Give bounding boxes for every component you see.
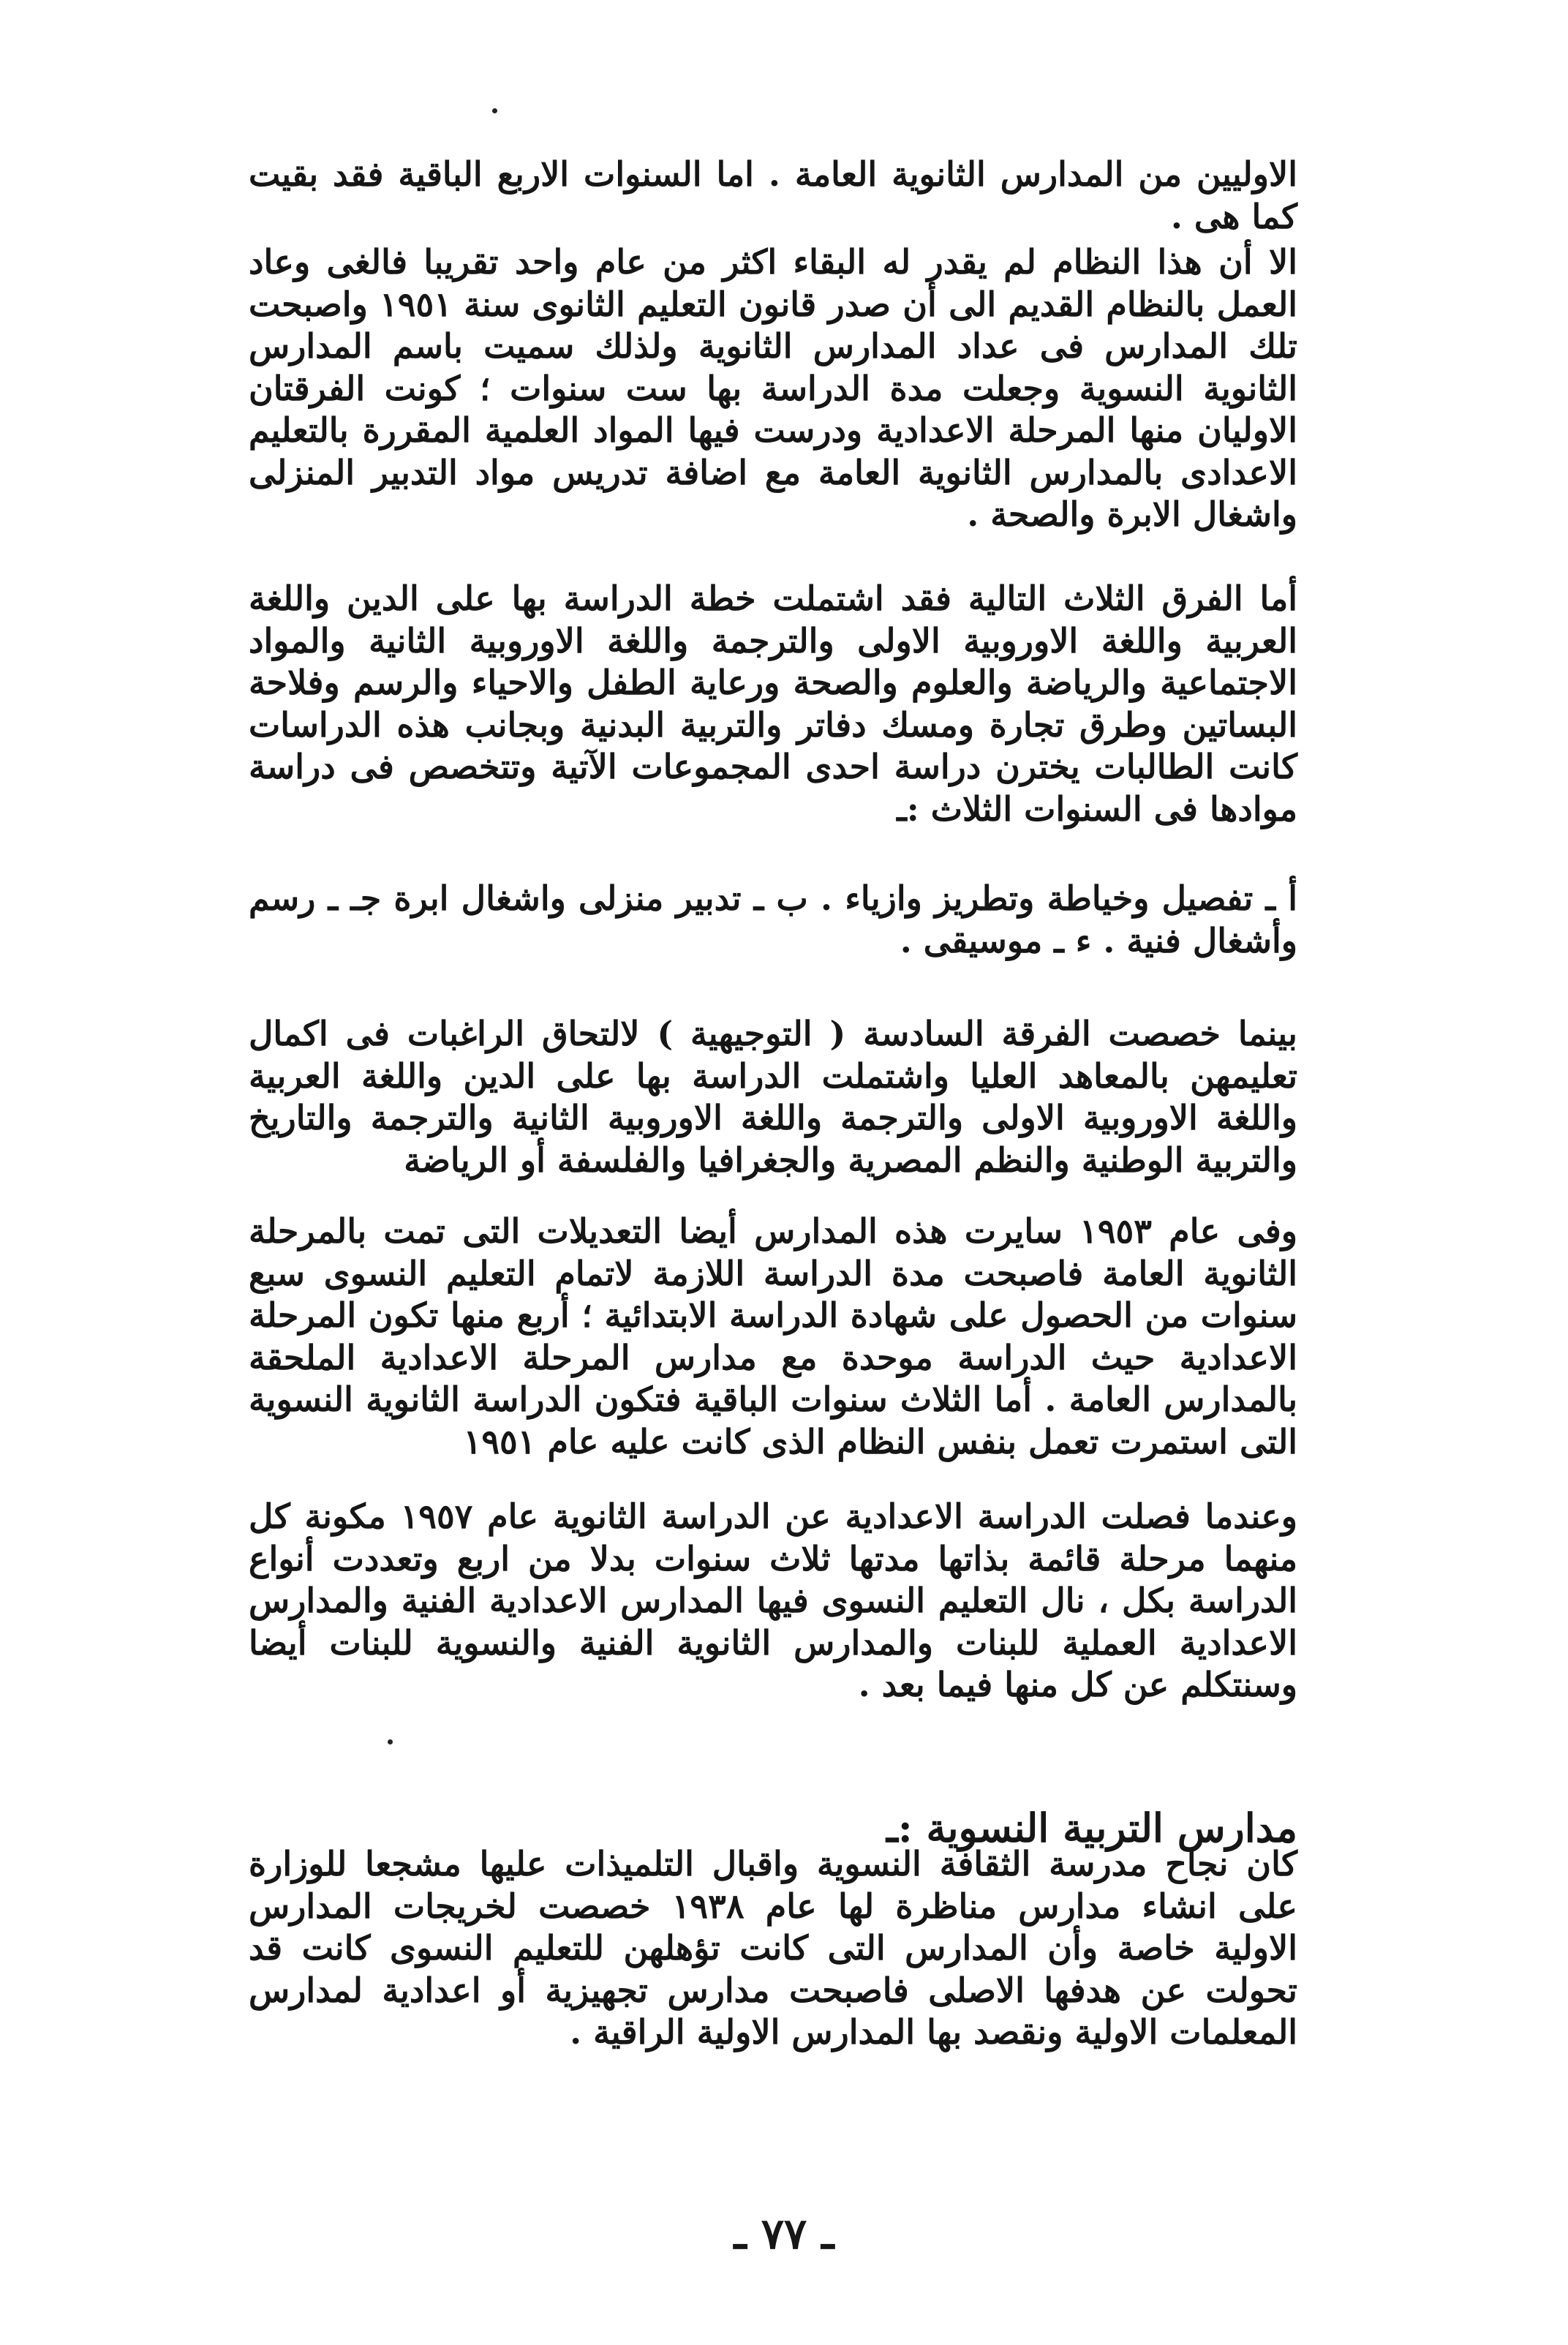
section-heading: مدارس التربية النسوية :ـ [886,1804,1297,1851]
paragraph-6: وفى عام ١٩٥٣ سايرت هذه المدارس أيضا التعديلات التى تمت بالمرحلة الثانوية العامة فاصبحت مدة الدراسة اللازمة لاتمام التعليم النسوى سبع سنوات من الحصول على شهادة الدراسة الابتدائية ؛ أربع منها تكون المرحلة الاعدادية حيث الدراسة موحدة مع مدارس المرحلة الاعدادية الملحقة بالمدارس العامة . أما الثلاث سنوات الباقية فتكون الدراسة الثانوية النسوية التى استمرت تعمل بنفس النظام الذى كانت عليه عام ١٩٥١ [249,1211,1297,1461]
scan-speck [388,1739,393,1744]
paragraph-8: كان نجاح مدرسة الثقافة النسوية واقبال التلميذات عليها مشجعا للوزارة على انشاء مدارس مناظرة لها عام ١٩٣٨ خصصت لخريجات المدارس الاولية خاصة وأن المدارس التى كانت تؤهلهن للتعليم النسوى كانت قد تحولت عن هدفها الاصلى فاصبحت مدارس تجهيزية أو اعدادية لمدارس المعلمات الاولية ونقصد بها المدارس الاولية الراقية . [249,1844,1297,2052]
paragraph-2: الا أن هذا النظام لم يقدر له البقاء اكثر من عام واحد تقريبا فالغى وعاد العمل بالنظام القديم الى أن صدر قانون التعليم الثانوى سنة ١٩٥١ واصبحت تلك المدارس فى عداد المدارس الثانوية ولذلك سميت باسم المدارس الثانوية النسوية وجعلت مدة الدراسة بها ست سنوات ؛ كونت الفرقتان الاوليان منها المرحلة الاعدادية ودرست فيها المواد العلمية المقررة بالتعليم الاعدادى بالمدارس الثانوية العامة مع اضافة تدريس مواد التدبير المنزلى واشغال الابرة والصحة . [249,242,1297,534]
paragraph-7: وعندما فصلت الدراسة الاعدادية عن الدراسة الثانوية عام ١٩٥٧ مكونة كل منهما مرحلة قائمة بذاتها مدتها ثلاث سنوات بدلا من اربع وتعددت أنواع الدراسة بكل ، نال التعليم النسوى فيها المدارس الاعدادية الفنية والمدارس الاعدادية العملية للبنات والمدارس الثانوية الفنية والنسوية للبنات أيضا وسنتكلم عن كل منها فيما بعد . [249,1497,1297,1704]
paragraph-1: الاوليين من المدارس الثانوية العامة . اما السنوات الاربع الباقية فقد بقيت كما هى . [249,154,1297,236]
paragraph-3: أما الفرق الثلاث التالية فقد اشتملت خطة الدراسة بها على الدين واللغة العربية واللغة الاوروبية الاولى والترجمة واللغة الاوروبية الثانية والمواد الاجتماعية والرياضة والعلوم والصحة ورعاية الطفل والاحياء والرسم وفلاحة البساتين وطرق تجارة ومسك دفاتر والتربية البدنية وبجانب هذه الدراسات كانت الطالبات يخترن دراسة احدى المجموعات الآتية وتتخصص فى دراسة موادها فى السنوات الثلاث :ـ [249,579,1297,829]
scan-speck [492,108,497,113]
paragraph-5: بينما خصصت الفرقة السادسة ( التوجيهية ) لالتحاق الراغبات فى اكمال تعليمهن بالمعاهد العليا واشتملت الدراسة بها على الدين واللغة العربية واللغة الاوروبية الاولى والترجمة واللغة الاوروبية الثانية والترجمة والتاريخ والتربية الوطنية والنظم المصرية والجغرافيا والفلسفة أو الرياضة [249,1014,1297,1180]
paragraph-4: أ ـ تفصيل وخياطة وتطريز وازياء . ب ـ تدبير منزلى واشغال ابرة جـ ـ رسم وأشغال فنية . ء ـ موسيقى . [249,878,1297,960]
page-number: ـ ٧٧ ـ [734,2209,834,2259]
